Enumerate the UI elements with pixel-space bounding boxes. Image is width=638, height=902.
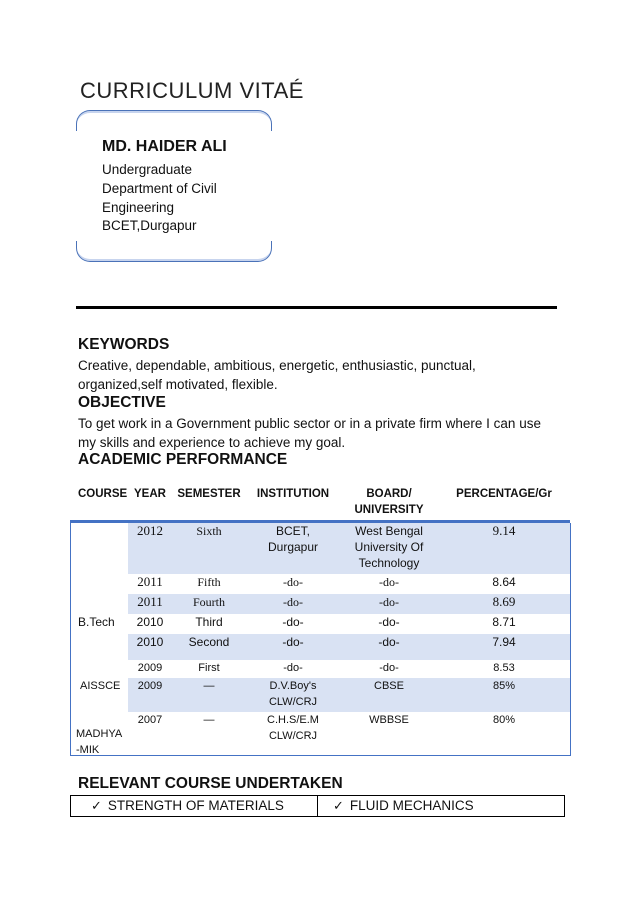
table-row — [70, 594, 570, 614]
card-top-border — [76, 110, 272, 131]
percentage-cell: 9.14 — [438, 522, 570, 574]
course-cell — [70, 522, 128, 574]
semester-cell: Sixth — [172, 522, 246, 574]
board-cell: -do- — [340, 634, 438, 660]
board-cell: -do- — [378, 614, 400, 629]
candidate-name: MD. HAIDER ALI — [102, 138, 227, 155]
column-divider — [317, 796, 318, 816]
semester-cell: — — [203, 713, 215, 726]
objective-line-2: my skills and experience to achieve my goal. — [78, 435, 346, 450]
keywords-heading: KEYWORDS — [78, 336, 170, 353]
checkmark-icon: ✓ — [91, 798, 102, 813]
year-cell: 2009 — [128, 678, 172, 712]
board-cell: -do- — [379, 661, 399, 674]
semester-cell: Fourth — [172, 594, 246, 614]
column-header: INSTITUTION — [246, 486, 340, 522]
percentage-cell: 80% — [492, 713, 516, 726]
year-cell: 2007 — [137, 713, 163, 726]
institution-cell: -do- — [246, 634, 340, 660]
percentage-cell: 85% — [438, 678, 570, 712]
page-title: CURRICULUM VITAÉ — [80, 78, 304, 103]
semester-cell: Second — [172, 634, 246, 660]
table-row — [70, 660, 570, 678]
table-row — [70, 678, 570, 712]
courses-table — [70, 795, 565, 817]
board-cell: -do- — [379, 574, 399, 589]
semester-cell: Third — [195, 614, 223, 629]
card-bottom-border — [76, 241, 272, 262]
year-cell: 2010 — [128, 634, 172, 660]
table-row — [70, 522, 570, 574]
course-cell — [70, 660, 128, 678]
institution-cell: C.H.S/E.M CLW/CRJ — [267, 713, 319, 742]
table-row — [70, 712, 570, 758]
profile-line: Engineering — [102, 200, 175, 215]
semester-cell: — — [172, 678, 246, 712]
objective-heading: OBJECTIVE — [78, 394, 166, 411]
courses-heading: RELEVANT COURSE UNDERTAKEN — [78, 775, 343, 792]
objective-line-1: To get work in a Government public sector or in a private firm where I can use — [78, 416, 541, 431]
academic-heading: ACADEMIC PERFORMANCE — [78, 451, 288, 468]
year-cell: 2012 — [128, 522, 172, 574]
institution-cell: -do- — [246, 594, 340, 614]
course-item — [91, 796, 284, 816]
institution-cell: -do- — [282, 614, 304, 629]
academic-table — [70, 486, 570, 758]
keywords-line-1: Creative, dependable, ambitious, energetic, enthusiastic, punctual, — [78, 358, 476, 373]
profile-line: Department of Civil — [102, 181, 217, 196]
course-cell: AISSCE — [80, 679, 121, 692]
course-cell: B.Tech — [78, 614, 115, 629]
horizontal-rule — [76, 306, 557, 309]
institution-cell: -do- — [283, 574, 303, 589]
column-header: YEAR — [128, 486, 172, 522]
percentage-cell: 7.94 — [438, 634, 570, 660]
semester-cell: Fifth — [197, 574, 221, 589]
checkmark-icon: ✓ — [333, 798, 344, 813]
percentage-cell: 8.71 — [492, 614, 516, 629]
year-cell: 2010 — [136, 614, 164, 629]
institution-cell: BCET, Durgapur — [246, 522, 340, 574]
year-cell: 2011 — [128, 594, 172, 614]
column-header: BOARD/ UNIVERSITY — [340, 486, 438, 522]
column-header: PERCENTAGE/Gr — [438, 486, 570, 522]
board-cell: -do- — [340, 594, 438, 614]
course-cell — [70, 594, 128, 614]
table-row — [70, 574, 570, 594]
percentage-cell: 8.69 — [438, 594, 570, 614]
column-header: COURSE — [70, 486, 128, 522]
course-cell: MADHYA -MIK — [76, 727, 123, 756]
board-cell: West Bengal University Of Technology — [340, 522, 438, 574]
table-row — [70, 614, 570, 634]
course-item-label: STRENGTH OF MATERIALS — [107, 798, 284, 813]
course-item-label: FLUID MECHANICS — [349, 798, 474, 813]
keywords-line-2: organized,self motivated, flexible. — [78, 377, 278, 392]
board-cell: CBSE — [340, 678, 438, 712]
institution-cell: -do- — [283, 661, 303, 674]
profile-line: Undergraduate — [102, 162, 193, 177]
year-cell: 2011 — [137, 573, 163, 589]
table-row — [70, 634, 570, 660]
percentage-cell: 8.53 — [493, 661, 515, 674]
percentage-cell: 8.64 — [492, 574, 516, 589]
course-cell — [70, 574, 128, 594]
table-header-row — [70, 486, 570, 522]
institution-cell: D.V.Boy's CLW/CRJ — [246, 678, 340, 712]
board-cell: WBBSE — [369, 713, 409, 726]
profile-line: BCET,Durgapur — [102, 218, 197, 233]
semester-cell: First — [198, 661, 220, 674]
course-item — [333, 796, 474, 816]
year-cell: 2009 — [137, 661, 163, 674]
column-header: SEMESTER — [172, 486, 246, 522]
course-cell — [70, 634, 128, 660]
